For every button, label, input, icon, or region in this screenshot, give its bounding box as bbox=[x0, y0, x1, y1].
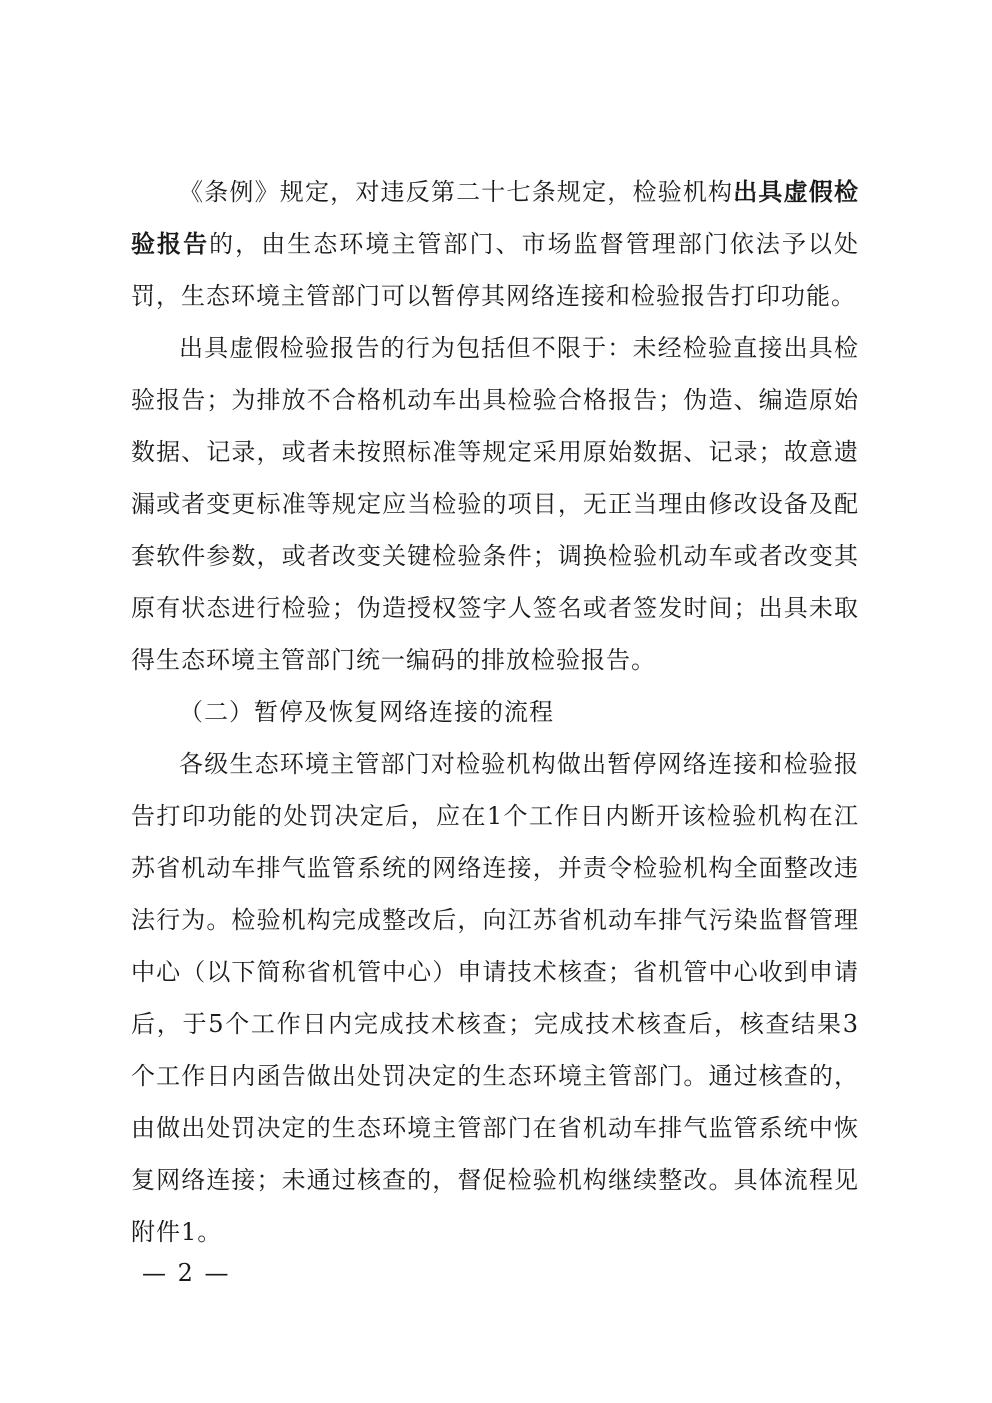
document-body bbox=[131, 166, 859, 1258]
paragraph-false-report-behaviors: 出具虚假检验报告的行为包括但不限于：未经检验直接出具检验报告；为排放不合格机动车出具检验合格报告；伪造、编造原始数据、记录，或者未按照标准等规定采用原始数据、记录；故意遗漏或者变更标准等规定应当检验的项目，无正当理由修改设备及配套软件参数，或者改变关键检验条件；调换检验机动车或者改变其原有状态进行检验；伪造授权签字人签名或者签发时间；出具未取得生态环境主管部门统一编码的排放检验报告。 bbox=[131, 334, 859, 674]
paragraph-regulation-text-2: 的，由生态环境主管部门、市场监督管理部门依法予以处罚，生态环境主管部门可以暂停其网络连接和检验报告打印功能。 bbox=[131, 230, 860, 310]
page-number: — 2 — bbox=[142, 1259, 231, 1287]
bold-phrase-false-report: 出具虚假检验报告 bbox=[131, 177, 860, 258]
paragraph-regulation-text-1: 《条例》规定，对违反第二十七条规定，检验机构 bbox=[179, 178, 734, 206]
paragraph-regulation bbox=[131, 166, 859, 322]
section-heading-network-process: （二）暂停及恢复网络连接的流程 bbox=[179, 698, 554, 726]
paragraph-network-process: 各级生态环境主管部门对检验机构做出暂停网络连接和检验报告打印功能的处罚决定后，应在1个工作日内断开该检验机构在江苏省机动车排气监管系统的网络连接，并责令检验机构全面整改违法行为。检验机构完成整改后，向江苏省机动车排气污染监督管理中心（以下简称省机管中心）申请技术核查；省机管中心收到申请后，于5个工作日内完成技术核查；完成技术核查后，核查结果3个工作日内函告做出处罚决定的生态环境主管部门。通过核查的，由做出处罚决定的生态环境主管部门在省机动车排气监管系统中恢复网络连接；未通过核查的，督促检验机构继续整改。具体流程见附件1。 bbox=[131, 750, 859, 1246]
